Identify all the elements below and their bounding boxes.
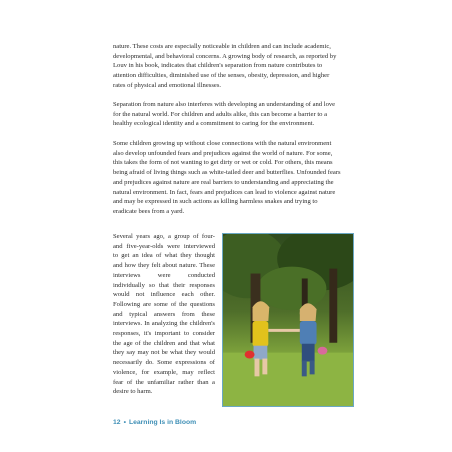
footer-separator: • [123, 419, 126, 426]
body-paragraph-1: nature. These costs are especially noticeable in children and can include academic, developmental, and behavioral concerns. A growing body of research, as reported by Louv in his book, indicates that children's separation from nature contributes to attention difficulties, diminished use of the senses, obesity, depression, and higher rates of physical and emotional illnesses. [113, 43, 337, 89]
book-title: Learning Is in Bloom [128, 419, 197, 426]
children-playing-photo [222, 233, 354, 407]
side-paragraph: Several years ago, a group of four- and five-year-olds were interviewed to get an idea of what they thought and how they felt about nature. These interviews were conducted individually so that their responses would not influence each other. Following are some of the questions and typical answers from these interviews. In analyzing the children's responses, it's important to consider the age of the children and that what they say may not be what they would necessarily do. Some expressions of violence, for example, may reflect fear of the unfamiliar rather than a desire to harm. [113, 233, 215, 396]
page-number: 12 [113, 419, 121, 426]
photo-illustration [223, 234, 353, 406]
page-footer [113, 419, 196, 426]
body-paragraph-2: Separation from nature also interferes with developing an understanding of and love for the natural world. For children and adults alike, this can become a barrier to a healthy ecological identity and a commitment to caring for the environment. [113, 101, 336, 128]
body-paragraph-3: Some children growing up without close connections with the natural environment also develop unfounded fears and prejudices against the world of nature. For some, this takes the form of not wanting to get dirty or wet or cold. For others, this means being afraid of living things such as white-tailed deer and butterflies. Unfounded fears and prejudices against nature are real barriers to understanding and appreciating the natural environment. In fact, fears and prejudices can lead to violence against nature and may be expressed in such actions as killing harmless snakes and trying to eradicate bees from a yard. [113, 140, 341, 215]
